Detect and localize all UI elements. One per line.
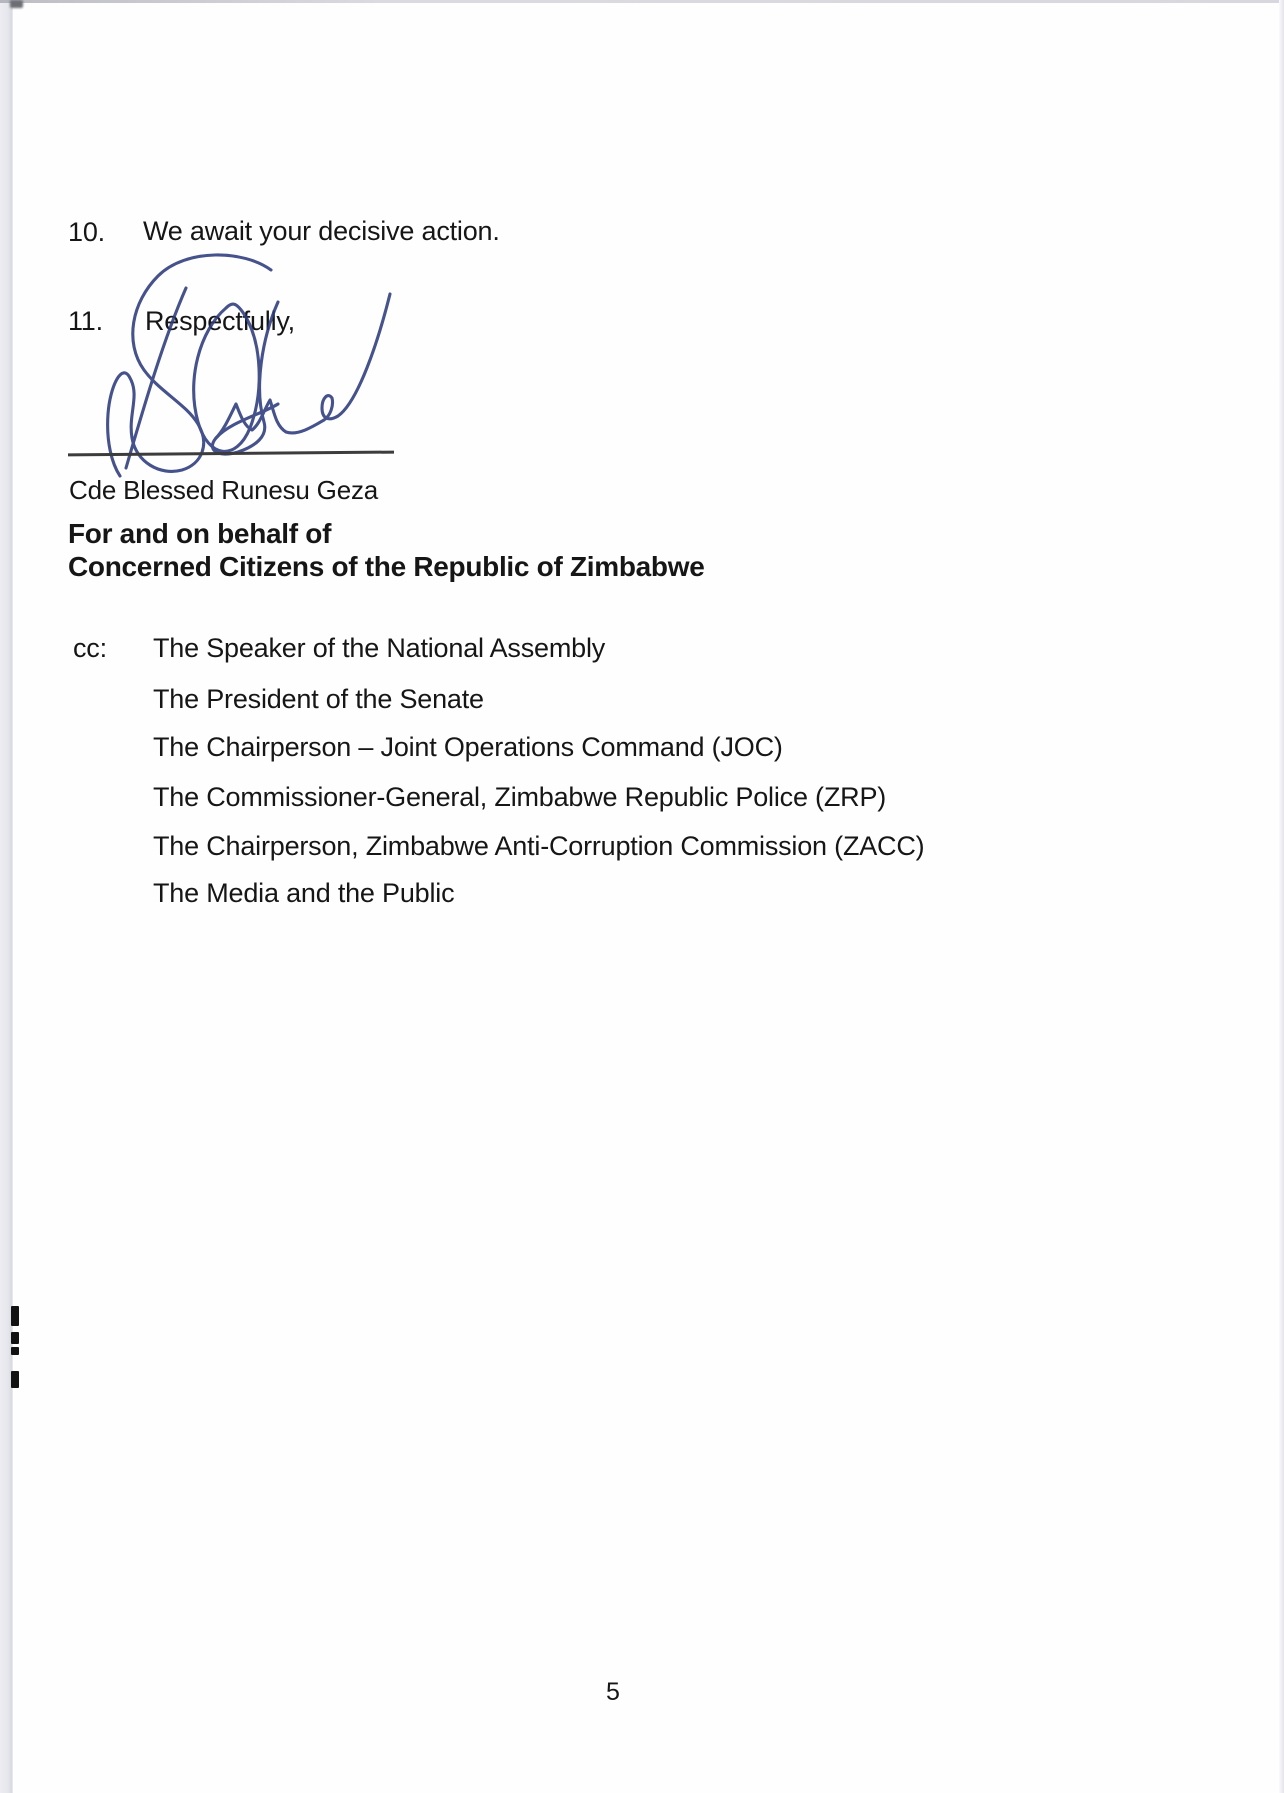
scan-artifact-dash: [11, 1332, 19, 1344]
scan-corner-smudge: [10, 0, 23, 8]
paragraph-11-text: Respectfully,: [145, 306, 295, 336]
paragraph-11-number: 11.: [68, 306, 103, 336]
paragraph-10-text: We await your decisive action.: [143, 216, 500, 246]
signatory-name: Cde Blessed Runesu Geza: [69, 475, 379, 505]
paragraph-10-number: 10.: [68, 217, 105, 247]
cc-label: cc:: [73, 633, 107, 663]
cc-recipient: The Chairperson – Joint Operations Command (JOC): [153, 732, 783, 762]
cc-recipient: The President of the Senate: [153, 684, 484, 714]
scan-artifact-dash: [11, 1306, 19, 1326]
cc-recipient: The Media and the Public: [153, 878, 455, 908]
scan-artifact-dash: [11, 1371, 19, 1388]
scan-left-margin-shadow: [0, 0, 13, 1793]
on-behalf-line-2: Concerned Citizens of the Republic of Zimbabwe: [68, 551, 705, 582]
signature-ink: [66, 246, 412, 480]
cc-recipient: The Commissioner-General, Zimbabwe Republic Police (ZRP): [153, 782, 887, 812]
cc-recipient: The Chairperson, Zimbabwe Anti-Corruption Commission (ZACC): [153, 831, 925, 861]
scan-right-edge-shadow: [1279, 0, 1284, 1793]
scan-artifact-dash: [11, 1347, 19, 1355]
on-behalf-line-1: For and on behalf of: [68, 518, 332, 549]
scan-top-edge-line: [0, 0, 1284, 3]
cc-recipient: The Speaker of the National Assembly: [153, 633, 606, 663]
page-number: 5: [606, 1678, 620, 1706]
